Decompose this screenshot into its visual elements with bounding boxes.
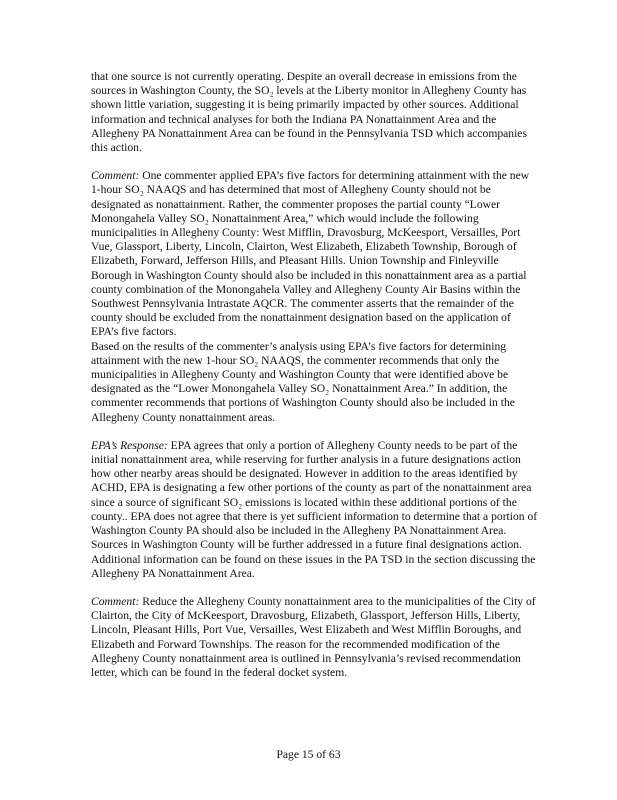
page-body bbox=[91, 70, 539, 694]
comment-body: Reduce the Allegheny County nonattainment area to the municipalities of the City of Clairton, the City of McKeesport, Dravosburg, Elizabeth, Glassport, Jefferson Hills, Liberty, Lincoln, Pleasant Hills, Port Vue, Versailles, West Elizabeth and West Mifflin Boroughs, and Elizabeth and Forward Townships. The reason for the recommended modification of the Allegheny County nonattainment area is outlined in Pennsylvania’s revised recommendation letter, which can be found in the federal docket system. bbox=[91, 594, 536, 679]
comment-lead: Comment: bbox=[91, 169, 140, 183]
response-paragraph-1 bbox=[91, 439, 539, 581]
comment-paragraph-1 bbox=[91, 169, 539, 339]
comment-paragraph-1-continued: Based on the results of the commenter’s analysis using EPA’s five factors for determining attainment with the new 1-hour SO₂ NAAQS, the commenter recommends that only the municipalities in Allegheny County and Washington County that were identified above be designated as the “Lower Monongahela Valley SO₂ Nonattainment Area.” In addition, the commenter recommends that portions of Washington County should also be included in the Allegheny County nonattainment areas. bbox=[91, 339, 515, 424]
page-number: Page 15 of 63 bbox=[276, 748, 341, 761]
paragraph-continuation: that one source is not currently operating. Despite an overall decrease in emissions from the sources in Washington County, the SO₂ levels at the Liberty monitor in Allegheny County has shown little variation, suggesting it is being primarily impacted by other sources. Additional information and technical analyses for both the Indiana PA Nonattainment Area and the Allegheny PA Nonattainment Area can be found in the Pennsylvania TSD which accompanies this action. bbox=[91, 70, 527, 155]
response-body: EPA agrees that only a portion of Allegheny County needs to be part of the initial nonattainment area, while reserving for further analysis in a future designations action how other nearby areas should be designated. However in addition to the areas identified by ACHD, EPA is designating a few other portions of the county as part of the nonattainment area since a source of significant SO₂ emissions is located within these additional portions of the county.. EPA does not agree that there is yet sufficient information to determine that a portion of Washington County PA should also be included in the Allegheny PA Nonattainment Area. Sources in Washington County will be further addressed in a future final designations action. Additional information can be found on these issues in the PA TSD in the section discussing the Allegheny PA Nonattainment Area. bbox=[91, 438, 538, 580]
comment-lead: Comment: bbox=[91, 594, 140, 608]
comment-paragraph-2 bbox=[91, 595, 539, 680]
response-lead: EPA’s Response: bbox=[91, 438, 168, 452]
comment-body: One commenter applied EPA’s five factors for determining attainment with the new 1-hour SO₂ NAAQS and has determined that most of Allegheny County should not be designated as nonattainment. Rather, the commenter proposes the partial county “Lower Monongahela Valley SO₂ Nonattainment Area,” which would include the following municipalities in Allegheny County: West Mifflin, Dravosburg, McKeesport, Versailles, Port Vue, Glassport, Liberty, Lincoln, Clairton, West Elizabeth, Elizabeth Township, Borough of Elizabeth, Forward, Jefferson Hills, and Pleasant Hills. Union Township and Finleyville Borough in Washington County should also be included in this nonattainment area as a partial county combination of the Monongahela Valley and Allegheny County Air Basins within the Southwest Pennsylvania Intrastate AQCR. The commenter asserts that the remainder of the county should be excluded from the nonattainment designation based on the application of EPA’s five factors. bbox=[91, 169, 530, 339]
